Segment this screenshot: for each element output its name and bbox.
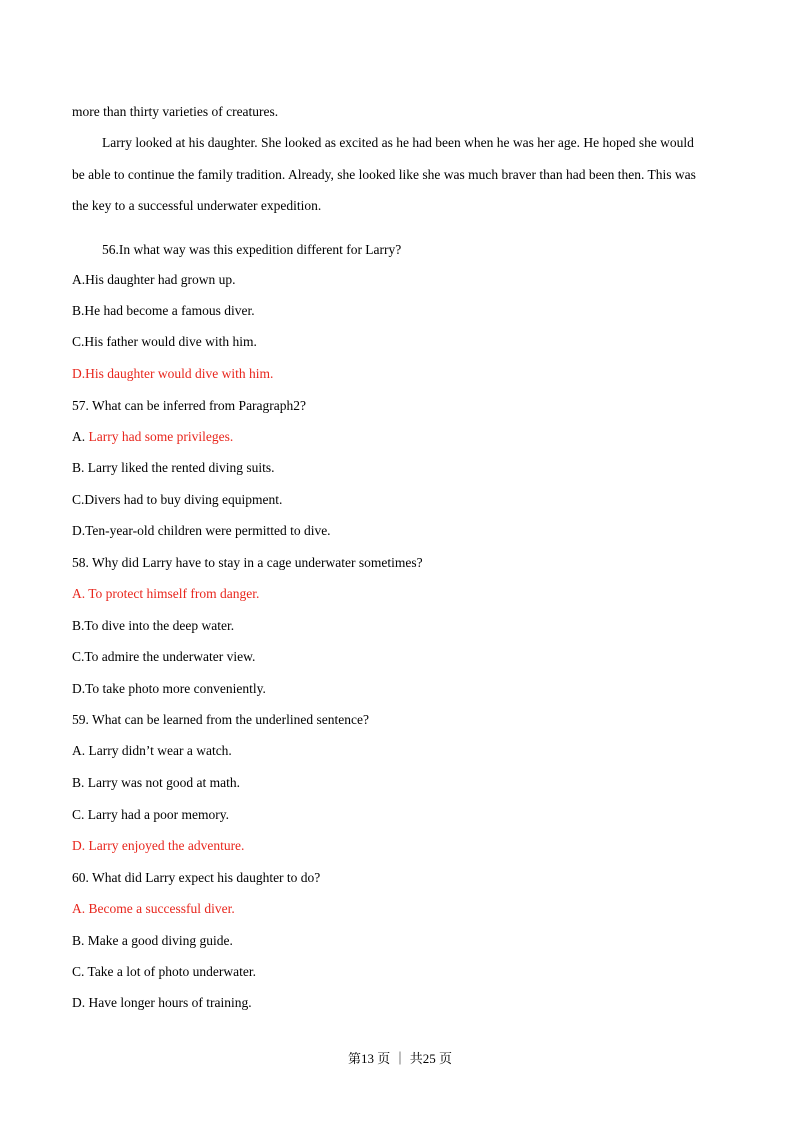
question-59-option-d-answer: D. Larry enjoyed the adventure. [72,838,245,853]
question-56-option-b: B.He had become a famous diver. [72,303,255,318]
paragraph-line-2: be able to continue the family tradition. Already, she looked like she was much braver than had been then. This was [72,166,696,182]
question-58-option-b: B.To dive into the deep water. [72,618,235,633]
question-57-option-a-answer: Larry had some privileges. [88,429,234,444]
question-60-option-d: D. Have longer hours of training. [72,995,252,1010]
passage-paragraph [72,127,732,222]
passage-top-line: more than thirty varieties of creatures. [72,104,279,119]
paragraph-line-3: the key to a successful underwater expedition. [72,198,322,213]
question-60-option-c: C. Take a lot of photo underwater. [72,964,257,979]
question-59-stem: 59. What can be learned from the underlined sentence? [72,712,369,727]
question-58-stem: 58. Why did Larry have to stay in a cage underwater sometimes? [72,555,423,570]
question-57-option-c: C.Divers had to buy diving equipment. [72,492,283,507]
question-56-option-d-answer: D.His daughter would dive with him. [72,366,274,381]
option-a-prefix: A. [72,429,89,444]
question-57-option-b: B. Larry liked the rented diving suits. [72,460,275,475]
question-56-option-c: C.His father would dive with him. [72,334,257,349]
page-number-footer: 第13 页 ｜ 共25 页 [347,1051,452,1066]
question-57-option-d: D.Ten-year-old children were permitted to dive. [72,523,331,538]
question-60-option-a-answer: A. Become a successful diver. [72,901,235,916]
question-56-option-a: A.His daughter had grown up. [72,272,236,287]
question-60-stem: 60. What did Larry expect his daughter to do? [72,870,321,885]
question-56-stem: 56.In what way was this expedition different for Larry? [102,242,402,257]
question-57-stem: 57. What can be inferred from Paragraph2? [72,398,307,413]
question-59-option-b: B. Larry was not good at math. [72,775,240,790]
paragraph-line-1: Larry looked at his daughter. She looked as excited as he had been when he was her age. He hoped she would [102,135,694,150]
question-59-option-c: C. Larry had a poor memory. [72,807,229,822]
question-58-option-a-answer: A. To protect himself from danger. [72,586,260,601]
question-60-option-b: B. Make a good diving guide. [72,933,233,948]
question-58-option-c: C.To admire the underwater view. [72,649,256,664]
question-59-option-a: A. Larry didn’t wear a watch. [72,743,232,758]
question-58-option-d: D.To take photo more conveniently. [72,681,266,696]
question-57-option-a [72,428,233,446]
